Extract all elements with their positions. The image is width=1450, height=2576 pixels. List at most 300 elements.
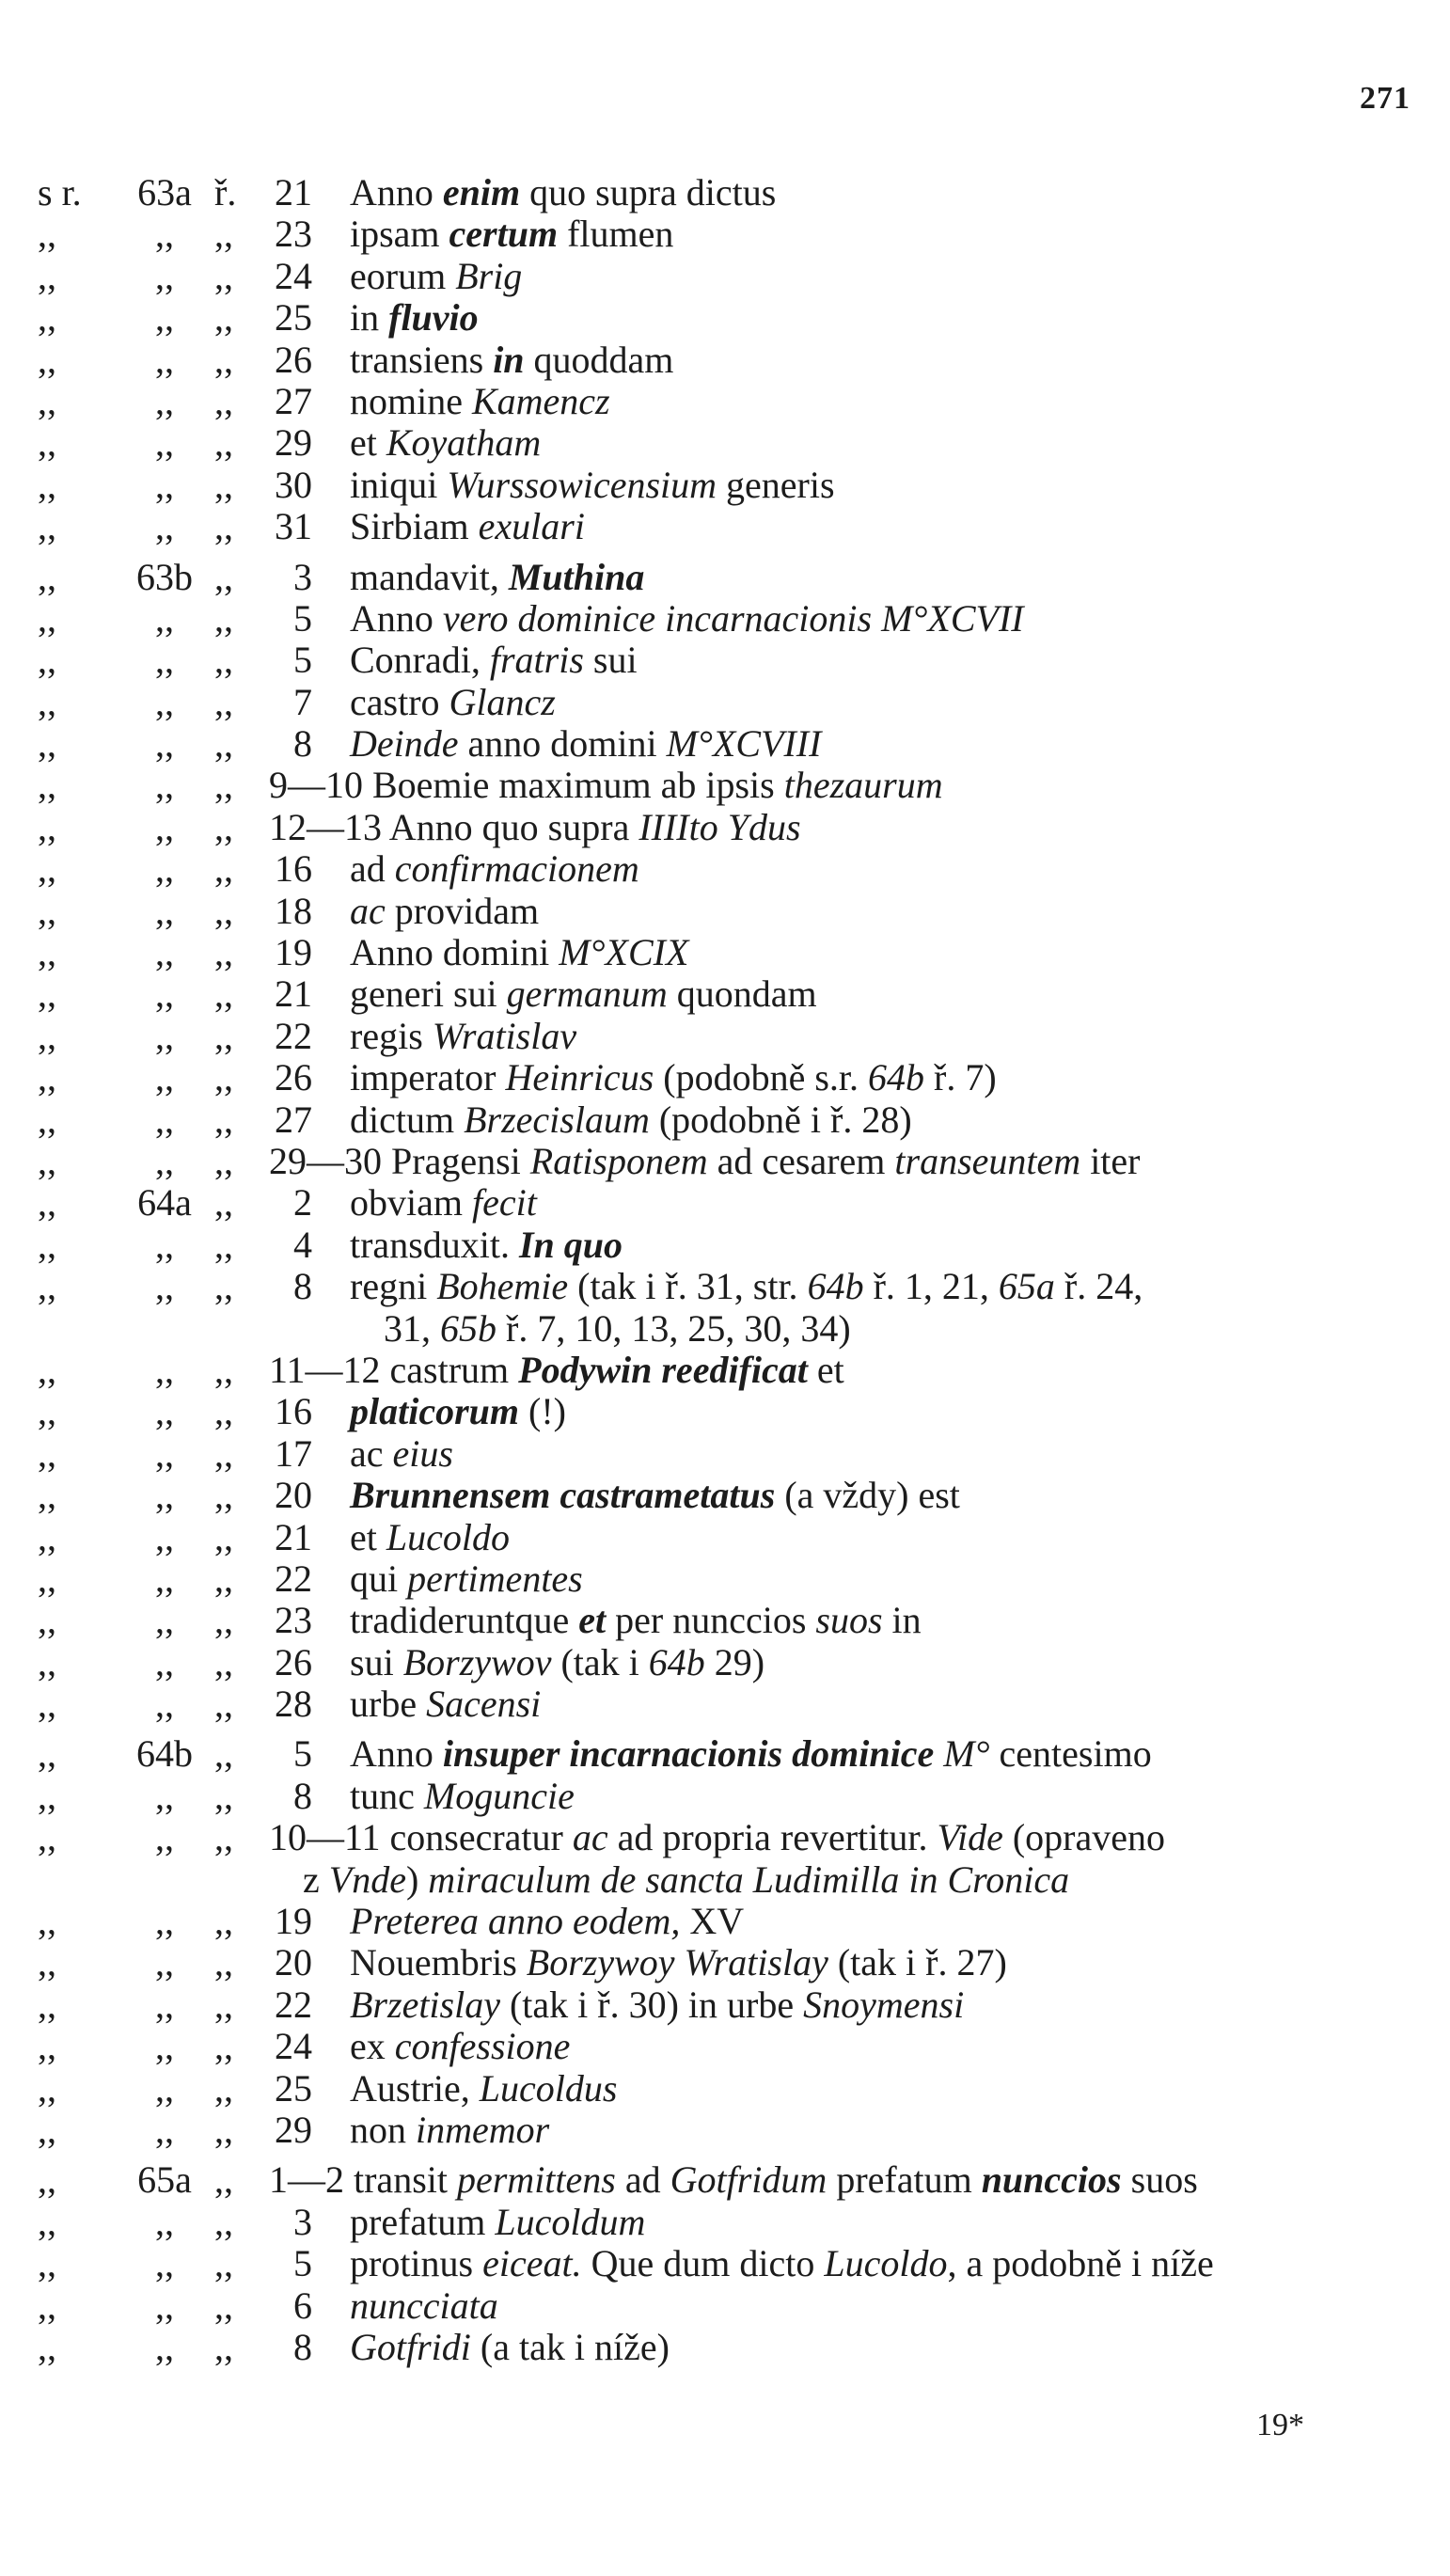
source-ref-label: ,, [38,1014,56,1057]
text-fragment: enim [442,171,521,213]
line-number: 7 [293,680,312,723]
text-fragment: Lucoldus [479,2066,618,2110]
text-fragment: Lucoldum [495,2200,646,2243]
text-fragment: ) [405,1857,429,1901]
folio-ref: ,, [155,1816,174,1859]
correction-text [350,1182,1412,1224]
line-number: 5 [293,596,312,640]
errata-row [0,1433,1450,1475]
correction-text [269,765,1412,806]
errata-row [0,557,1450,598]
text-fragment: exulari [478,505,585,548]
correction-text [350,506,1412,547]
errata-row [0,1683,1450,1725]
line-abbrev: ,, [214,1983,233,2026]
source-ref-label: ,, [38,213,56,256]
errata-row [0,1182,1450,1224]
text-fragment: anno domini [458,722,667,766]
text-fragment: nunccios [981,2158,1122,2202]
text-fragment: M°XCVIII [666,722,822,766]
text-fragment: fratris [489,639,584,682]
text-fragment: pertimentes [407,1557,583,1600]
text-fragment: 12—13 Anno quo supra [269,805,639,848]
text-fragment: IIIIto Ydus [638,805,801,848]
text-fragment: ad [350,847,395,891]
line-number: 4 [293,1223,312,1266]
folio-ref: ,, [155,338,174,381]
source-ref-label: ,, [38,1941,56,1984]
text-fragment: quoddam [524,338,674,381]
text-fragment: regis [350,1014,433,1057]
errata-row [0,1099,1450,1141]
correction-text [350,2327,1412,2368]
correction-text [350,1558,1412,1600]
line-number: 20 [275,1474,312,1517]
correction-text [269,807,1412,848]
text-fragment: flumen [558,213,674,256]
text-fragment: eius [392,1431,453,1475]
line-abbrev: ,, [214,2109,233,2151]
line-number: 23 [275,213,312,256]
text-fragment: (tak i ř. 27) [827,1941,1007,1984]
errata-list [0,172,1450,2368]
source-ref-label: ,, [38,972,56,1016]
line-number: 29 [275,421,312,465]
correction-text [269,2159,1412,2201]
source-ref-label: ,, [38,2158,56,2202]
text-fragment: Brzetislay [350,1983,500,2026]
folio-ref: ,, [155,805,174,848]
text-fragment: Austrie, [350,2066,480,2110]
text-fragment: Vide [937,1816,1003,1859]
text-fragment: confirmacionem [394,847,639,891]
text-fragment: (!) [519,1390,566,1433]
correction-text [350,1225,1412,1266]
source-ref-label: ,, [38,1640,56,1683]
line-abbrev: ,, [214,1265,233,1308]
text-fragment: 29) [704,1640,765,1683]
line-number: 8 [293,1265,312,1308]
text-fragment: mandavit, [350,555,509,598]
folio-ref: ,, [155,722,174,766]
line-abbrev: ,, [214,1640,233,1683]
text-fragment: dictum [350,1098,465,1141]
line-number: 22 [275,1014,312,1057]
line-abbrev: ,, [214,680,233,723]
text-fragment: iniqui [350,463,448,506]
text-fragment: 64b [648,1640,705,1683]
line-abbrev: ,, [214,1599,233,1642]
line-abbrev: ,, [214,2158,233,2202]
text-fragment: Lucoldo [824,2242,948,2285]
text-fragment: Podywin reedificat [518,1348,808,1391]
errata-row [0,2202,1450,2243]
text-fragment: Sacensi [426,1683,542,1726]
text-fragment: 11—12 castrum [269,1348,519,1391]
source-ref-label: ,, [38,1431,56,1475]
line-abbrev: ,, [214,338,233,381]
correction-text [350,598,1412,640]
text-fragment: Sirbiam [350,505,479,548]
text-fragment: eorum [350,254,456,297]
errata-row [0,1733,1450,1775]
source-ref-label: ,, [38,596,56,640]
source-ref-label: ,, [38,1348,56,1391]
text-fragment: Anno domini [350,931,560,974]
correction-text [350,1901,1412,1942]
line-abbrev: ,, [214,296,233,340]
text-fragment: ř. 7) [924,1056,997,1099]
line-number: 8 [293,2325,312,2368]
text-fragment: castro [350,680,449,723]
folio-ref: ,, [155,680,174,723]
errata-row [0,2285,1450,2327]
text-fragment: in [350,296,389,340]
line-number: 31 [275,505,312,548]
source-ref-label: ,, [38,2109,56,2151]
text-fragment: Nouembris [350,1941,527,1984]
correction-text [350,1266,1412,1350]
correction-text [350,2068,1412,2110]
line-abbrev: ,, [214,463,233,506]
correction-text [350,557,1412,598]
text-fragment: Wurssowicensium [447,463,717,506]
correction-text [350,1475,1412,1516]
text-fragment: eiceat. [482,2242,582,2285]
source-ref-label: ,, [38,1983,56,2026]
folio-ref: ,, [155,2025,174,2068]
text-fragment [934,1732,943,1775]
line-abbrev: ,, [214,2325,233,2368]
errata-row [0,1057,1450,1098]
text-fragment: In quo [518,1223,623,1266]
correction-continuation [350,1308,1412,1350]
source-ref-label: ,, [38,722,56,766]
text-fragment: tunc [350,1774,424,1817]
errata-row [0,2327,1450,2368]
text-fragment: Bohemie [436,1265,569,1308]
errata-row [0,1558,1450,1600]
line-number: 18 [275,889,312,932]
text-fragment: 65a [998,1265,1055,1308]
folio-ref: 65a [137,2158,192,2202]
correction-text [350,1433,1412,1475]
line-abbrev: ,, [214,889,233,932]
text-fragment: platicorum [350,1390,520,1433]
folio-ref: ,, [155,379,174,422]
folio-ref: ,, [155,1983,174,2026]
text-fragment: Anno [350,596,443,640]
source-ref-label: ,, [38,505,56,548]
source-ref-label: ,, [38,889,56,932]
correction-text [350,932,1412,973]
errata-row [0,807,1450,848]
line-abbrev: ,, [214,596,233,640]
line-number: 23 [275,1599,312,1642]
source-ref-label: ,, [38,805,56,848]
line-number: 22 [275,1983,312,2026]
text-fragment: nomine [350,379,472,422]
correction-text [350,213,1412,255]
line-abbrev: ,, [214,805,233,848]
source-ref-label: ,, [38,463,56,506]
line-number: 27 [275,379,312,422]
text-fragment: ac [350,1431,393,1475]
text-fragment: Lucoldo [386,1515,510,1558]
text-fragment: Glancz [449,680,556,723]
text-fragment: regni [350,1265,437,1308]
errata-row [0,1016,1450,1057]
text-fragment: generi sui [350,972,507,1016]
errata-row [0,640,1450,681]
source-ref-label: ,, [38,2025,56,2068]
text-fragment: transduxit. [350,1223,519,1266]
errata-row [0,172,1450,213]
source-ref-label: ,, [38,764,56,807]
line-number: 16 [275,1390,312,1433]
correction-text [350,1517,1412,1558]
line-number: 26 [275,1640,312,1683]
line-number: 25 [275,2066,312,2110]
correction-text [350,2243,1412,2284]
errata-row [0,1266,1450,1350]
line-abbrev: ,, [214,1515,233,1558]
text-fragment: ř. 7, 10, 13, 25, 30, 34) [496,1306,851,1350]
errata-row [0,1141,1450,1182]
line-number: 22 [275,1557,312,1600]
line-number: 29 [275,2109,312,2151]
line-abbrev: ,, [214,1098,233,1141]
source-ref-label: ,, [38,254,56,297]
text-fragment: fluvio [388,296,479,340]
text-fragment: Deinde [350,722,459,766]
line-number: 2 [293,1181,312,1225]
line-number: 5 [293,2242,312,2285]
text-fragment: in [493,338,525,381]
text-fragment: providam [385,889,540,932]
line-abbrev: ,, [214,1683,233,1726]
folio-ref: ,, [155,931,174,974]
line-abbrev: ,, [214,1223,233,1266]
text-fragment: 64b [868,1056,925,1099]
text-fragment: qui [350,1557,408,1600]
text-fragment: Borzywoy Wratislay [526,1941,828,1984]
text-fragment: prefatum [827,2158,982,2202]
line-number: 16 [275,847,312,891]
text-fragment: ac [572,1816,608,1859]
errata-row [0,465,1450,506]
correction-text [350,256,1412,297]
text-fragment: z [303,1857,329,1901]
line-abbrev: ,, [214,2284,233,2327]
line-number: 3 [293,555,312,598]
text-fragment: M°XCIX [559,931,689,974]
line-number: 8 [293,1774,312,1817]
folio-ref: ,, [155,847,174,891]
correction-text [350,1391,1412,1432]
line-abbrev: ,, [214,764,233,807]
source-ref-label: ,, [38,1732,56,1776]
source-ref-label: ,, [38,1390,56,1433]
errata-row [0,1776,1450,1817]
folio-ref: ,, [155,2325,174,2368]
errata-row [0,506,1450,547]
folio-ref: ,, [155,213,174,256]
source-ref-label: ,, [38,639,56,682]
errata-row [0,765,1450,806]
source-ref-label: ,, [38,680,56,723]
source-ref-label: ,, [38,1599,56,1642]
line-abbrev: ,, [214,1774,233,1817]
source-ref-label: ,, [38,296,56,340]
folio-ref: 63b [136,555,193,598]
text-fragment: insuper incarnacionis dominice [442,1732,935,1776]
errata-row [0,213,1450,255]
text-fragment: miraculum de sancta Ludimilla in Cronica [428,1857,1070,1901]
text-fragment: Preterea anno eodem, [350,1900,681,1943]
folio-ref: ,, [155,1348,174,1391]
text-fragment: Borzywov [402,1640,552,1683]
text-fragment: XV [680,1900,745,1943]
correction-text [269,1350,1412,1391]
source-ref-label: ,, [38,2066,56,2110]
folio-ref: ,, [155,2200,174,2243]
line-number: 27 [275,1098,312,1141]
correction-text [269,1817,1412,1901]
text-fragment: 10—11 consecratur [269,1816,573,1859]
text-fragment: transeuntem [894,1139,1081,1182]
text-fragment: 31, [384,1306,440,1350]
folio-ref: ,, [155,2242,174,2285]
text-fragment: in [882,1599,922,1642]
source-ref-label: ,, [38,1774,56,1817]
text-fragment: Kamencz [471,379,610,422]
source-ref-label: ,, [38,421,56,465]
text-fragment: Brzecislaum [464,1098,650,1141]
line-number: 17 [275,1431,312,1475]
text-fragment: Anno [350,171,443,213]
text-fragment: , a podobně i níže [947,2242,1214,2285]
correction-text [350,172,1412,213]
errata-row [0,973,1450,1015]
folio-ref: ,, [155,505,174,548]
errata-row [0,1225,1450,1266]
errata-row [0,1600,1450,1641]
source-ref-label: ,, [38,1181,56,1225]
correction-text [350,1099,1412,1141]
line-number: 3 [293,2200,312,2243]
text-fragment: obviam [350,1181,472,1225]
line-abbrev: ,, [214,1390,233,1433]
text-fragment: quondam [667,972,817,1016]
text-fragment: ac [350,889,386,932]
text-fragment: certum [449,213,559,256]
errata-row [0,1901,1450,1942]
line-abbrev: ,, [214,254,233,297]
line-abbrev: ,, [214,1181,233,1225]
text-fragment: et [578,1599,607,1642]
folio-ref: ,, [155,254,174,297]
folio-ref: ,, [155,1056,174,1099]
folio-ref: ,, [155,1139,174,1182]
errata-row [0,682,1450,723]
line-number: 24 [275,254,312,297]
errata-row [0,598,1450,640]
line-number: 21 [275,171,312,213]
text-fragment: Moguncie [423,1774,575,1817]
text-fragment: Brunnensem castrametatus [350,1474,776,1517]
source-ref-label: ,, [38,1056,56,1099]
text-fragment: (tak i ř. 31, str. [568,1265,808,1308]
text-fragment: (a vždy) est [775,1474,960,1517]
correction-text [350,723,1412,765]
line-abbrev: ,, [214,1557,233,1600]
line-number: 5 [293,1732,312,1776]
text-fragment: per nunccios [606,1599,816,1642]
errata-row [0,2068,1450,2110]
correction-text [350,2202,1412,2243]
text-fragment: confessione [394,2025,571,2068]
line-number: 8 [293,722,312,766]
source-ref-label: ,, [38,2325,56,2368]
errata-row [0,381,1450,422]
folio-ref: ,, [155,421,174,465]
source-ref-label: s r. [38,171,82,213]
folio-ref: ,, [155,1431,174,1475]
footer-mark: 19* [1256,2408,1304,2442]
text-fragment: ř. 24, [1054,1265,1143,1308]
line-abbrev: ,, [214,1474,233,1517]
correction-text [350,1942,1412,1983]
line-abbrev: ,, [214,639,233,682]
text-fragment: ř. 1, 21, [863,1265,999,1308]
text-fragment: generis [717,463,835,506]
source-ref-label: ,, [38,1139,56,1182]
line-abbrev: ,, [214,2200,233,2243]
folio-ref: ,, [155,2109,174,2151]
text-fragment: tradideruntque [350,1599,579,1642]
errata-row [0,340,1450,381]
folio-ref: 64b [136,1732,193,1776]
errata-row [0,1350,1450,1391]
line-abbrev: ,, [214,1900,233,1943]
text-fragment: et [350,421,386,465]
text-fragment: vero dominice incarnacionis M°XCVII [442,596,1024,640]
text-fragment: 29—30 Pragensi [269,1139,530,1182]
errata-row [0,2243,1450,2284]
correction-text [350,381,1412,422]
text-fragment: (opraveno [1002,1816,1165,1859]
text-fragment: et [807,1348,844,1391]
text-fragment: Snoymensi [803,1983,965,2026]
line-abbrev: ,, [214,2242,233,2285]
line-abbrev: ,, [214,1348,233,1391]
errata-row [0,1391,1450,1432]
errata-row [0,1942,1450,1983]
text-fragment: 1—2 transit [269,2158,457,2202]
source-ref-label: ,, [38,847,56,891]
folio-ref: ,, [155,1223,174,1266]
line-abbrev: ,, [214,1431,233,1475]
folio-ref: ,, [155,972,174,1016]
text-fragment: fecit [471,1181,537,1225]
correction-text [350,2285,1412,2327]
text-fragment: suos [1121,2158,1198,2202]
text-fragment: inmemor [416,2109,550,2151]
line-abbrev: ,, [214,379,233,422]
correction-text [350,1984,1412,2026]
text-fragment: germanum [506,972,668,1016]
